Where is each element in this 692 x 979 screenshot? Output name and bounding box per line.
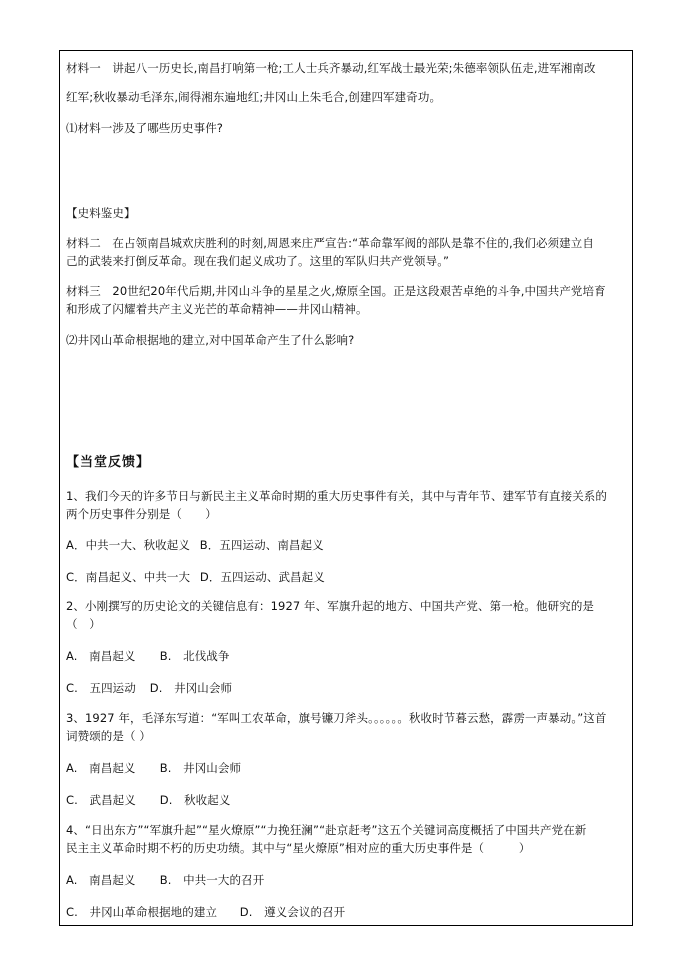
q3-option-b: B. 井冈山会师 <box>159 761 242 775</box>
q1-stem-line2: 两个历史事件分别是（ ） <box>66 507 217 521</box>
q1-options-row2 <box>66 569 331 585</box>
q2-options-row2 <box>66 680 232 696</box>
q3-option-c: C. 武昌起义 <box>66 793 136 807</box>
q4-option-c: C. 井冈山革命根据地的建立 <box>66 905 218 919</box>
q4-option-d: D. 遵义会议的召开 <box>239 905 346 919</box>
question2: ⑵井冈山革命根据地的建立,对中国革命产生了什么影响? <box>66 333 355 347</box>
q2-option-b: B. 北伐战争 <box>159 649 230 663</box>
q4-stem-line2: 民主主义革命时期不朽的历史功绩。其中与“星火燎原”相对应的重大历史事件是（ ） <box>66 841 531 855</box>
material3-line2: 和形成了闪耀着共产主义光芒的革命精神——井冈山精神。 <box>66 302 368 316</box>
q4-option-b: B. 中共一大的召开 <box>159 873 265 887</box>
q3-options-row1 <box>66 760 241 776</box>
q4-option-a: A. 南昌起义 <box>66 873 136 887</box>
q1-stem-line1: 1、我们今天的许多节日与新民主主义革命时期的重大历史事件有关，其中与青年节、建军节有直接关系的 <box>66 489 608 503</box>
q1-option-c: C．南昌起义、中共一大 <box>66 570 191 584</box>
q1-option-a: A．中共一大、秋收起义 <box>66 538 190 552</box>
material2-line1: 材料二 在占领南昌城欢庆胜利的时刻,周恩来庄严宣告:“革命靠军阀的部队是靠不住的,我们必须建立自 <box>66 236 594 250</box>
q3-option-a: A. 南昌起义 <box>66 761 136 775</box>
q2-option-a: A. 南昌起义 <box>66 649 136 663</box>
section-label: 【史料鉴史】 <box>66 206 136 220</box>
q3-stem-line2: 词赞颂的是（ ） <box>66 729 151 743</box>
material2-line2: 己的武装来打倒反革命。现在我们起义成功了。这里的军队归共产党领导。” <box>66 254 450 268</box>
q4-stem-line1: 4、“日出东方”“军旗升起”“星火燎原”“力挽狂澜”“赴京赶考”这五个关键词高度概括了中国共产党在新 <box>66 823 587 837</box>
q3-options-row2 <box>66 792 230 808</box>
feedback-title: 【当堂反馈】 <box>66 455 151 470</box>
q3-stem-line1: 3、1927 年，毛泽东写道：“军叫工农革命，旗号镰刀斧头。。。。。。秋收时节暮云愁，霹雳一声暴动。”这首 <box>66 711 607 725</box>
material1-line2: 红军;秋收暴动毛泽东,闹得湘东遍地红;井冈山上朱毛合,创建四军建奇功。 <box>66 90 442 104</box>
q2-option-c: C. 五四运动 <box>66 681 136 695</box>
q3-option-d: D. 秋收起义 <box>159 793 231 807</box>
q2-options-row1 <box>66 648 230 664</box>
question1: ⑴材料一涉及了哪些历史事件? <box>66 121 224 135</box>
q4-options-row2 <box>66 904 345 920</box>
material1-line1: 材料一 讲起八一历史长,南昌打响第一枪;工人士兵齐暴动,红军战士最光荣;朱德率领队伍走,进军湘南改 <box>66 61 596 75</box>
q4-options-row1 <box>66 872 264 888</box>
q1-option-b: B．五四运动、南昌起义 <box>199 538 324 552</box>
q2-option-d: D. 井冈山会师 <box>149 681 233 695</box>
q1-options-row1 <box>66 537 330 553</box>
q2-stem-line2: （ ） <box>66 617 101 631</box>
q1-option-d: D．五四运动、武昌起义 <box>199 570 325 584</box>
q2-stem-line1: 2、小刚撰写的历史论文的关键信息有：1927 年、军旗升起的地方、中国共产党、第一枪。他研究的是 <box>66 599 595 613</box>
material3-line1: 材料三 20世纪20年代后期,井冈山斗争的星星之火,燎原全国。正是这段艰苦卓绝的斗争,中国共产党培育 <box>66 284 606 298</box>
